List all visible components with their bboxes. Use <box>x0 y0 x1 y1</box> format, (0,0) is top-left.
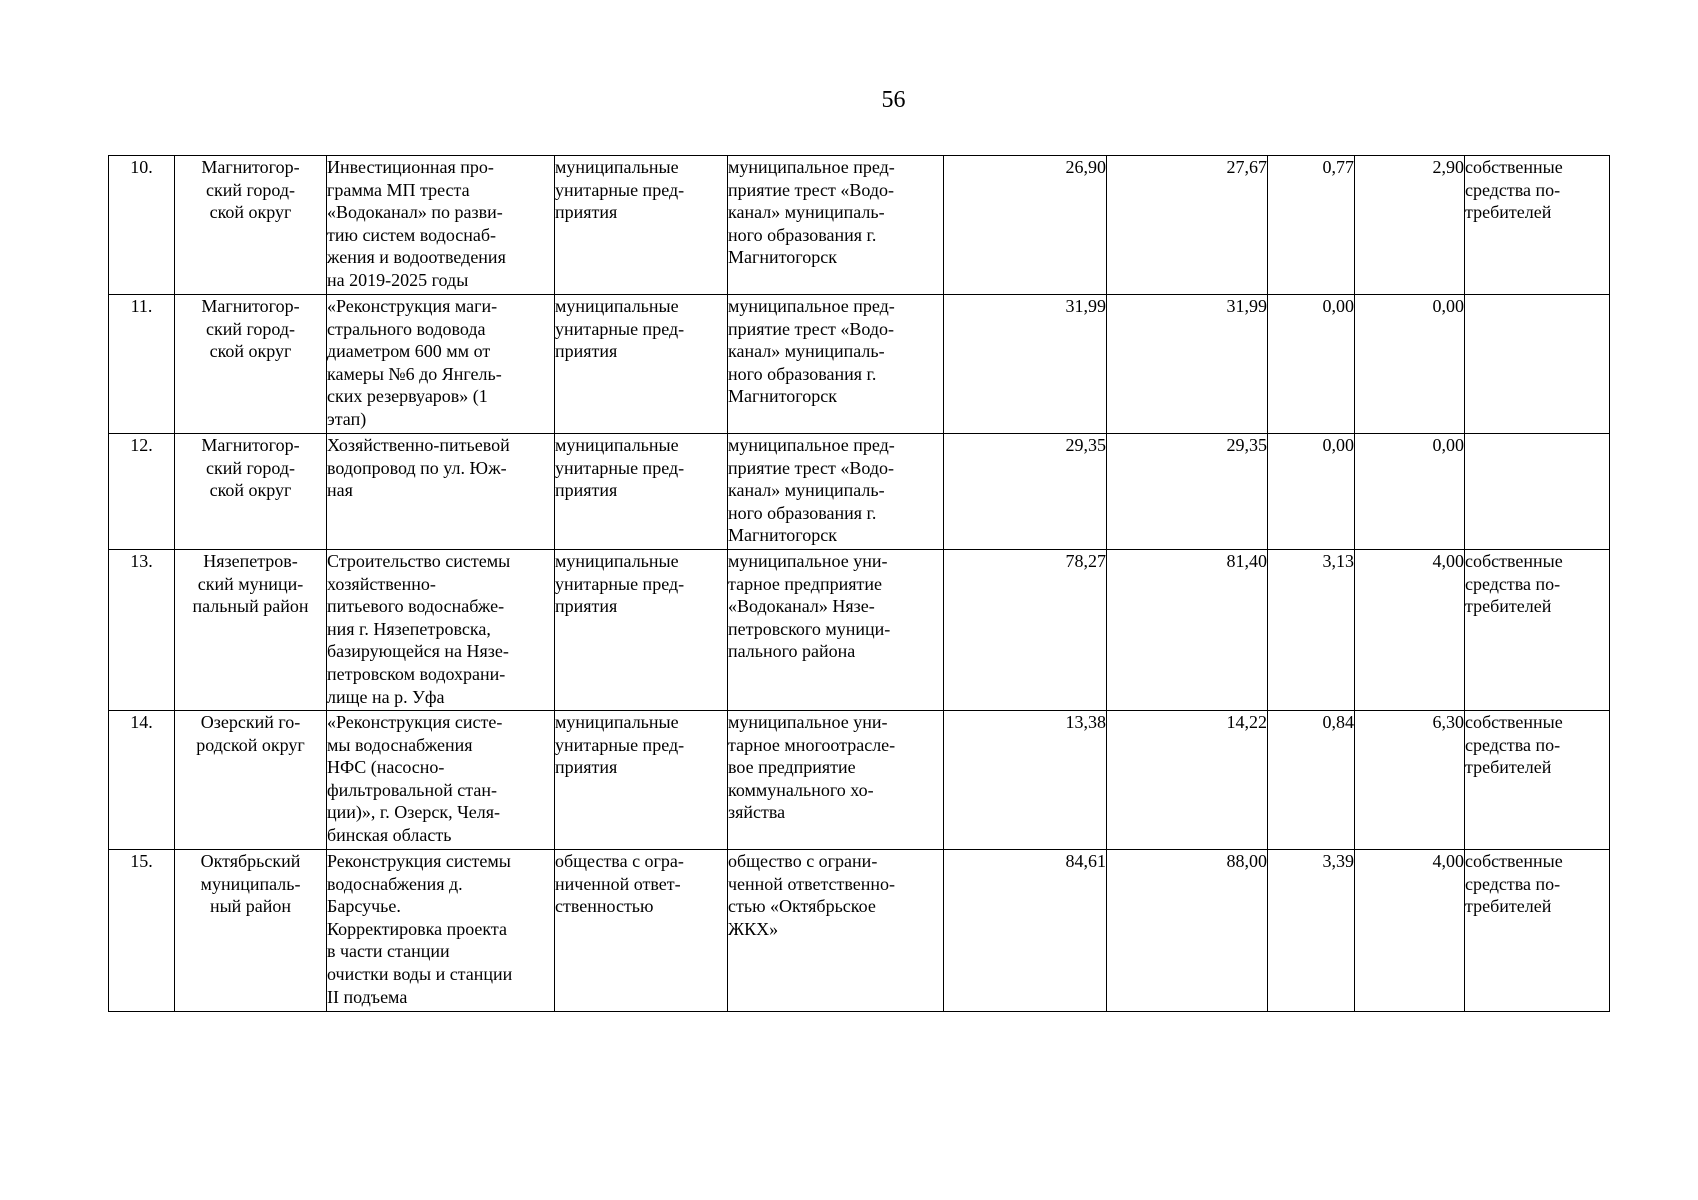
organization-line: канал» муниципаль- <box>728 341 885 362</box>
value-2-cell: 27,67 <box>1107 156 1268 295</box>
org-form-cell <box>555 850 728 1012</box>
organization-line: Магнитогорск <box>728 525 837 546</box>
project-line: базирующейся на Нязе- <box>327 641 509 662</box>
organization-line: тарное предприятие <box>728 573 882 594</box>
project-line: Хозяйственно-питьевой <box>327 435 510 455</box>
row-number: 10. <box>109 156 175 295</box>
project-line: фильтровальной стан- <box>327 779 497 800</box>
project-line: бинская область <box>327 824 452 845</box>
value-4-cell: 0,00 <box>1355 295 1465 434</box>
org-form-cell <box>555 295 728 434</box>
project-line: ния г. Нязепетровска, <box>327 618 491 639</box>
value-4-cell: 4,00 <box>1355 850 1465 1012</box>
org_form-line: унитарные пред- <box>555 573 685 594</box>
project-cell <box>327 156 555 295</box>
municipality-line: ской округ <box>209 202 292 223</box>
project-line: в части станции <box>327 941 450 962</box>
organization-line: муниципальное пред- <box>728 296 895 316</box>
value-2-cell: 81,40 <box>1107 550 1268 711</box>
funding-line: средства по- <box>1465 179 1561 200</box>
organization-line: канал» муниципаль- <box>728 480 885 501</box>
municipality-line: Нязепетров- <box>203 551 298 571</box>
value-4-cell: 2,90 <box>1355 156 1465 295</box>
project-line: хозяйственно- <box>327 573 436 594</box>
organization-line: ного образования г. <box>728 224 877 245</box>
funding-source-cell <box>1465 850 1610 1012</box>
organization-line: пального района <box>728 641 856 662</box>
project-line: ная <box>327 480 353 501</box>
funding-line: собственные <box>1465 851 1563 871</box>
org_form-line: ственностью <box>555 896 654 917</box>
municipality-line: ский город- <box>205 457 296 478</box>
project-line: жения и водоотведения <box>327 247 506 268</box>
row-number: 15. <box>109 850 175 1012</box>
organization-line: вое предприятие <box>728 757 856 778</box>
funding-line: собственные <box>1465 551 1563 571</box>
value-1-cell: 84,61 <box>944 850 1107 1012</box>
project-line: Корректировка проекта <box>327 918 507 939</box>
municipality-cell <box>175 295 327 434</box>
org_form-line: унитарные пред- <box>555 457 685 478</box>
page-number: 56 <box>881 87 906 113</box>
organization-line: приятие трест «Водо- <box>728 457 895 478</box>
value-3-cell: 3,39 <box>1268 850 1355 1012</box>
organization-line: ченной ответственно- <box>728 873 896 894</box>
org_form-line: муниципальные <box>555 435 679 455</box>
project-line: камеры №6 до Янгель- <box>327 363 502 384</box>
project-line: водопровод по ул. Юж- <box>327 457 507 478</box>
municipality-line: ный район <box>209 896 292 917</box>
value-1-cell: 31,99 <box>944 295 1107 434</box>
project-line: питьевого водоснабже- <box>327 596 505 617</box>
table-row <box>109 156 1610 295</box>
project-line: Реконструкция системы <box>327 851 511 871</box>
municipality-line: ской округ <box>209 341 292 362</box>
org-form-cell <box>555 711 728 850</box>
funding-line: требителей <box>1465 202 1552 223</box>
value-3-cell: 3,13 <box>1268 550 1355 711</box>
project-line: этап) <box>327 408 367 429</box>
project-cell <box>327 850 555 1012</box>
municipality-line: Озерский го- <box>200 712 301 732</box>
funding-line: собственные <box>1465 712 1563 732</box>
funding-line: требителей <box>1465 757 1552 778</box>
value-3-cell: 0,00 <box>1268 434 1355 550</box>
row-number: 11. <box>109 295 175 434</box>
row-number: 14. <box>109 711 175 850</box>
table-row <box>109 711 1610 850</box>
project-cell <box>327 711 555 850</box>
organization-line: приятие трест «Водо- <box>728 318 895 339</box>
funding-line: собственные <box>1465 157 1563 177</box>
funding-line: требителей <box>1465 596 1552 617</box>
organization-line: муниципальное уни- <box>728 712 888 732</box>
municipality-line: ской округ <box>209 480 292 501</box>
project-line: «Реконструкция маги- <box>327 296 498 316</box>
value-2-cell: 88,00 <box>1107 850 1268 1012</box>
value-3-cell: 0,77 <box>1268 156 1355 295</box>
project-line: II подъема <box>327 986 408 1007</box>
org_form-line: приятия <box>555 341 618 362</box>
funding-line: требителей <box>1465 896 1552 917</box>
project-line: диаметром 600 мм от <box>327 341 491 362</box>
value-2-cell: 29,35 <box>1107 434 1268 550</box>
org_form-line: муниципальные <box>555 712 679 732</box>
organization-cell <box>728 711 944 850</box>
row-number: 13. <box>109 550 175 711</box>
organization-line: ного образования г. <box>728 502 877 523</box>
value-3-cell: 0,00 <box>1268 295 1355 434</box>
table-row <box>109 295 1610 434</box>
project-line: мы водоснабжения <box>327 734 473 755</box>
organization-line: петровского муници- <box>728 618 891 639</box>
organization-line: приятие трест «Водо- <box>728 179 895 200</box>
organization-line: муниципальное пред- <box>728 157 895 177</box>
org_form-line: приятия <box>555 596 618 617</box>
project-line: Строительство системы <box>327 551 511 571</box>
municipality-line: Октябрьский <box>200 851 301 871</box>
project-line: «Водоканал» по разви- <box>327 202 503 223</box>
municipality-line: ский город- <box>205 179 296 200</box>
project-cell <box>327 295 555 434</box>
value-1-cell: 26,90 <box>944 156 1107 295</box>
org_form-line: общества с огра- <box>555 851 684 871</box>
org_form-line: унитарные пред- <box>555 179 685 200</box>
organization-line: муниципальное пред- <box>728 435 895 455</box>
organization-line: Магнитогорск <box>728 247 837 268</box>
project-line: стрального водовода <box>327 318 486 339</box>
funding-source-cell <box>1465 711 1610 850</box>
value-4-cell: 0,00 <box>1355 434 1465 550</box>
org-form-cell <box>555 156 728 295</box>
municipality-line: Магнитогор- <box>201 296 300 316</box>
org_form-line: муниципальные <box>555 551 679 571</box>
organization-line: общество с ограни- <box>728 851 878 871</box>
municipality-cell <box>175 434 327 550</box>
project-line: Барсучье. <box>327 896 401 917</box>
organization-line: канал» муниципаль- <box>728 202 885 223</box>
organization-cell <box>728 156 944 295</box>
value-1-cell: 78,27 <box>944 550 1107 711</box>
organization-cell <box>728 295 944 434</box>
org_form-line: муниципальные <box>555 296 679 316</box>
org_form-line: приятия <box>555 480 618 501</box>
project-cell <box>327 434 555 550</box>
organization-line: тарное многоотрасле- <box>728 734 896 755</box>
organization-cell <box>728 550 944 711</box>
project-line: грамма МП треста <box>327 179 470 200</box>
project-line: водоснабжения д. <box>327 873 463 894</box>
organization-line: Магнитогорск <box>728 386 837 407</box>
organization-cell <box>728 850 944 1012</box>
funding-line: средства по- <box>1465 734 1561 755</box>
project-line: на 2019-2025 годы <box>327 269 469 290</box>
funding-source-cell <box>1465 295 1610 434</box>
organization-line: зяйства <box>728 802 786 823</box>
funding-line: средства по- <box>1465 573 1561 594</box>
funding-line: средства по- <box>1465 873 1561 894</box>
organization-line: «Водоканал» Нязе- <box>728 596 875 617</box>
project-line: ских резервуаров» (1 <box>327 386 488 407</box>
organization-line: стью «Октябрьское <box>728 896 876 917</box>
org_form-line: унитарные пред- <box>555 318 685 339</box>
municipality-line: Магнитогор- <box>201 435 300 455</box>
project-line: лище на р. Уфа <box>327 686 445 707</box>
investment-programs-table <box>108 155 1610 1012</box>
org_form-line: приятия <box>555 202 618 223</box>
table-row <box>109 434 1610 550</box>
project-line: Инвестиционная про- <box>327 157 494 177</box>
funding-source-cell <box>1465 434 1610 550</box>
funding-source-cell <box>1465 156 1610 295</box>
value-2-cell: 31,99 <box>1107 295 1268 434</box>
org-form-cell <box>555 434 728 550</box>
row-number: 12. <box>109 434 175 550</box>
project-line: очистки воды и станции <box>327 963 513 984</box>
org-form-cell <box>555 550 728 711</box>
municipality-line: родской округ <box>196 734 305 755</box>
value-3-cell: 0,84 <box>1268 711 1355 850</box>
municipality-line: муниципаль- <box>200 873 301 894</box>
value-1-cell: 29,35 <box>944 434 1107 550</box>
municipality-line: ский муници- <box>197 573 304 594</box>
value-4-cell: 4,00 <box>1355 550 1465 711</box>
funding-source-cell <box>1465 550 1610 711</box>
value-4-cell: 6,30 <box>1355 711 1465 850</box>
project-line: НФС (насосно- <box>327 757 445 778</box>
value-2-cell: 14,22 <box>1107 711 1268 850</box>
project-line: «Реконструкция систе- <box>327 712 503 732</box>
municipality-cell <box>175 550 327 711</box>
project-cell <box>327 550 555 711</box>
project-line: тию систем водоснаб- <box>327 224 497 245</box>
municipality-cell <box>175 156 327 295</box>
organization-line: коммунального хо- <box>728 779 874 800</box>
municipality-cell <box>175 711 327 850</box>
table-row <box>109 850 1610 1012</box>
project-line: петровском водохрани- <box>327 663 506 684</box>
org_form-line: муниципальные <box>555 157 679 177</box>
municipality-line: Магнитогор- <box>201 157 300 177</box>
org_form-line: унитарные пред- <box>555 734 685 755</box>
project-line: ции)», г. Озерск, Челя- <box>327 802 501 823</box>
organization-line: ЖКХ» <box>728 918 779 939</box>
organization-line: муниципальное уни- <box>728 551 888 571</box>
table-row <box>109 550 1610 711</box>
org_form-line: ниченной ответ- <box>555 873 681 894</box>
municipality-line: ский город- <box>205 318 296 339</box>
municipality-line: пальный район <box>192 596 309 617</box>
organization-cell <box>728 434 944 550</box>
org_form-line: приятия <box>555 757 618 778</box>
municipality-cell <box>175 850 327 1012</box>
organization-line: ного образования г. <box>728 363 877 384</box>
value-1-cell: 13,38 <box>944 711 1107 850</box>
